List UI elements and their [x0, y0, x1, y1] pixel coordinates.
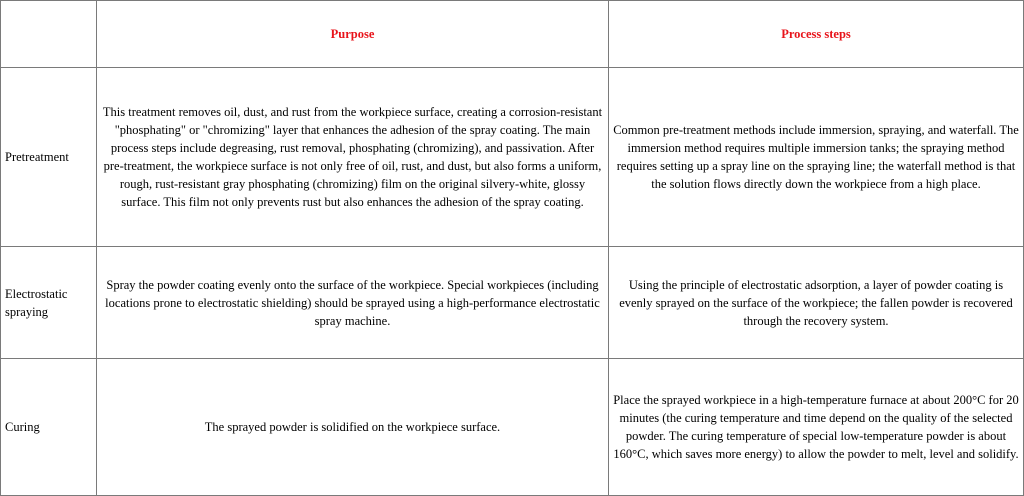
header-purpose: Purpose	[97, 1, 609, 68]
purpose-cell: Spray the powder coating evenly onto the surface of the workpiece. Special workpieces (including locations prone to electrostatic shielding) should be sprayed using a high-performance electrostatic spray machine.	[97, 247, 609, 359]
header-row	[1, 1, 1024, 68]
purpose-cell: This treatment removes oil, dust, and rust from the workpiece surface, creating a corrosion-resistant "phosphating" or "chromizing" layer that enhances the adhesion of the spray coating. The main process steps include degreasing, rust removal, phosphating (chromizing), and passivation. After pre-treatment, the workpiece surface is not only free of oil, rust, and dust, but also forms a uniform, rough, rust-resistant gray phosphating (chromizing) film on the original silvery-white, glossy surface. This film not only prevents rust but also enhances the adhesion of the spray coating.	[97, 68, 609, 247]
table-row-pretreatment	[1, 68, 1024, 247]
header-empty-cell	[1, 1, 97, 68]
header-process-steps: Process steps	[609, 1, 1024, 68]
purpose-cell: The sprayed powder is solidified on the workpiece surface.	[97, 359, 609, 496]
table-row-curing	[1, 359, 1024, 496]
row-label: Curing	[1, 359, 97, 496]
process-steps-cell: Place the sprayed workpiece in a high-temperature furnace at about 200°C for 20 minutes (the curing temperature and time depend on the quality of the selected powder. The curing temperature of special low-temperature powder is about 160°C, which saves more energy) to allow the powder to melt, level and solidify.	[609, 359, 1024, 496]
row-label: Pretreatment	[1, 68, 97, 247]
row-label: Electrostatic spraying	[1, 247, 97, 359]
process-steps-cell: Common pre-treatment methods include immersion, spraying, and waterfall. The immersion method requires multiple immersion tanks; the spraying method requires setting up a spray line on the spraying line; the waterfall method is that the solution flows directly down the workpiece from a high place.	[609, 68, 1024, 247]
table-row-electrostatic-spraying	[1, 247, 1024, 359]
process-steps-cell: Using the principle of electrostatic adsorption, a layer of powder coating is evenly sprayed on the surface of the workpiece; the fallen powder is recovered through the recovery system.	[609, 247, 1024, 359]
